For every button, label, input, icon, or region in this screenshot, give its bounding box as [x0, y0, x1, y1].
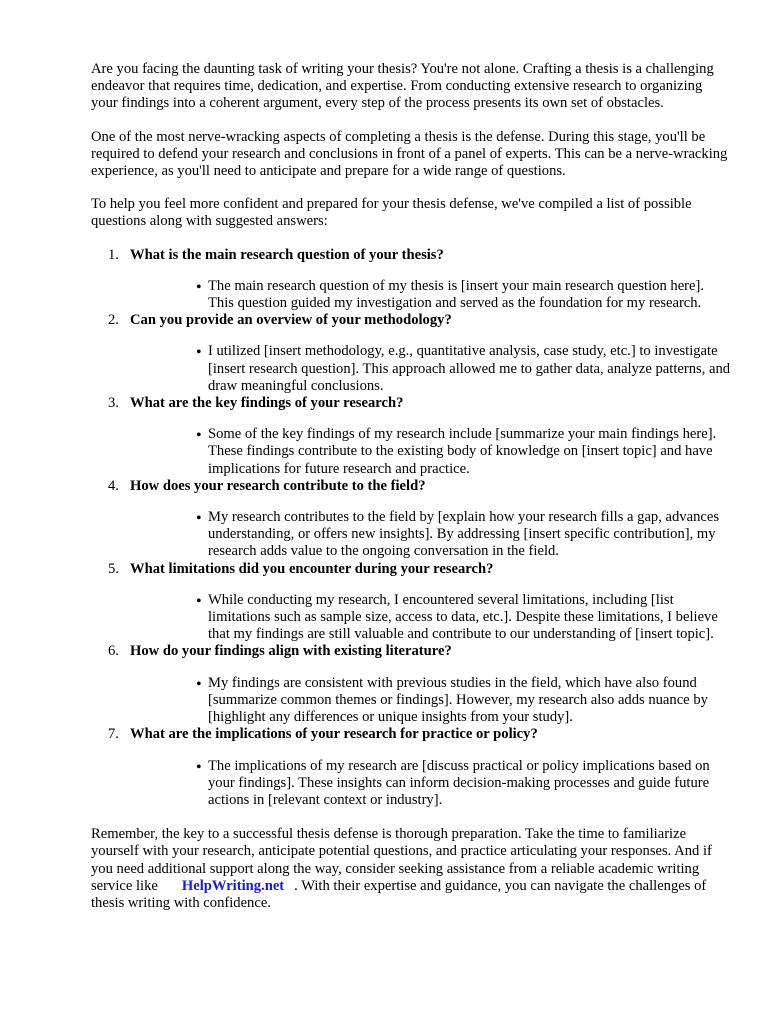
answer-text: While conducting my research, I encountered several limitations, including [list limitations such as sample size, access to data, etc.]. Despite these limitations, I believe that my findings are still valuable and contribute to our understanding of [insert topic]. [208, 591, 718, 643]
answer-text: The implications of my research are [discuss practical or policy implications based on your findings]. These insights can inform decision-making processes and guide future actions in [relevant context or industry]. [208, 757, 710, 808]
answer-bullet [130, 278, 731, 312]
question-title: What are the key findings of your research? [130, 395, 404, 412]
bullet-icon: • [196, 675, 202, 693]
closing-text-after-link: . With their expertise and guidance, you can navigate the challenges of thesis writing with confidence. [91, 877, 707, 911]
question-title: Can you provide an overview of your methodology? [130, 312, 452, 329]
question-title: What is the main research question of your thesis? [130, 246, 444, 263]
answer-text: My findings are consistent with previous studies in the field, which have also found [summarize common themes or findings]. However, my research also adds nuance by [highlight any differences or unique insights from your study]. [208, 674, 708, 726]
question-number: 4. [108, 477, 119, 494]
answer-bullet [130, 343, 731, 395]
question-title: How does your research contribute to the field? [130, 477, 426, 494]
closing-text-before-link: Remember, the key to a successful thesis defense is thorough preparation. Take the time to familiarize yourself with your research, anticipate potential questions, and practice articulating your responses. And if you need additional support along the way, consider seeking assistance from a reliable academic writing service like [91, 826, 712, 894]
answer-bullet [130, 675, 731, 727]
question-item-4 [91, 478, 731, 561]
answer-bullet [130, 426, 731, 478]
helpwriting-link[interactable]: HelpWriting.net [181, 877, 285, 894]
intro-paragraph-1: Are you facing the daunting task of writing your thesis? You're not alone. Crafting a thesis is a challenging endeavor that requires time, dedication, and expertise. From conducting extensive research to organizing your findings into a coherent argument, every step of the process presents its own set of obstacles. [91, 61, 714, 112]
answer-bullet [130, 758, 731, 810]
question-item-6 [91, 643, 731, 726]
question-number: 5. [108, 560, 119, 577]
answer-text: Some of the key findings of my research include [summarize your main findings here]. These findings contribute to the existing body of knowledge on [insert topic] and have implications for future research and practice. [208, 426, 717, 477]
question-title: What are the implications of your research for practice or policy? [130, 726, 538, 743]
question-title: How do your findings align with existing literature? [130, 643, 452, 660]
bullet-icon: • [196, 344, 202, 362]
answer-text: The main research question of my thesis is [insert your main research question here]. This question guided my investigation and served as the foundation for my research. [208, 277, 705, 312]
question-item-3 [91, 395, 731, 478]
question-number: 1. [108, 246, 119, 263]
question-item-5 [91, 561, 731, 644]
question-number: 6. [108, 643, 119, 660]
question-item-2 [91, 312, 731, 395]
answer-bullet [130, 509, 731, 561]
answer-bullet [130, 592, 731, 644]
question-item-1 [91, 247, 731, 313]
bullet-icon: • [196, 758, 202, 776]
question-number: 7. [108, 726, 119, 743]
answer-text: My research contributes to the field by [explain how your research fills a gap, advances understanding, or offers new insights]. By addressing [insert specific contribution], my research adds value to the ongoing conversation in the field. [208, 509, 720, 560]
bullet-icon: • [196, 592, 202, 610]
question-number: 2. [108, 312, 119, 329]
bullet-icon: • [196, 278, 202, 296]
bullet-icon: • [196, 427, 202, 445]
answer-text: I utilized [insert methodology, e.g., quantitative analysis, case study, etc.] to investigate [insert research question]. This approach allowed me to gather data, analyze patterns, and draw meaningful conclusions. [208, 343, 731, 394]
document-page [91, 61, 731, 912]
question-item-7 [91, 726, 731, 809]
question-number: 3. [108, 395, 119, 412]
intro-paragraph-3: To help you feel more confident and prepared for your thesis defense, we've compiled a list of possible questions along with suggested answers: [91, 196, 692, 230]
question-list [91, 247, 731, 809]
bullet-icon: • [196, 510, 202, 528]
intro-paragraph-2: One of the most nerve-wracking aspects of completing a thesis is the defense. During this stage, you'll be required to defend your research and conclusions in front of a panel of experts. This can be a nerve-wracking experience, as you'll need to anticipate and prepare for a wide range of questions. [91, 128, 728, 180]
question-title: What limitations did you encounter during your research? [130, 560, 494, 577]
closing-paragraph [91, 826, 731, 912]
